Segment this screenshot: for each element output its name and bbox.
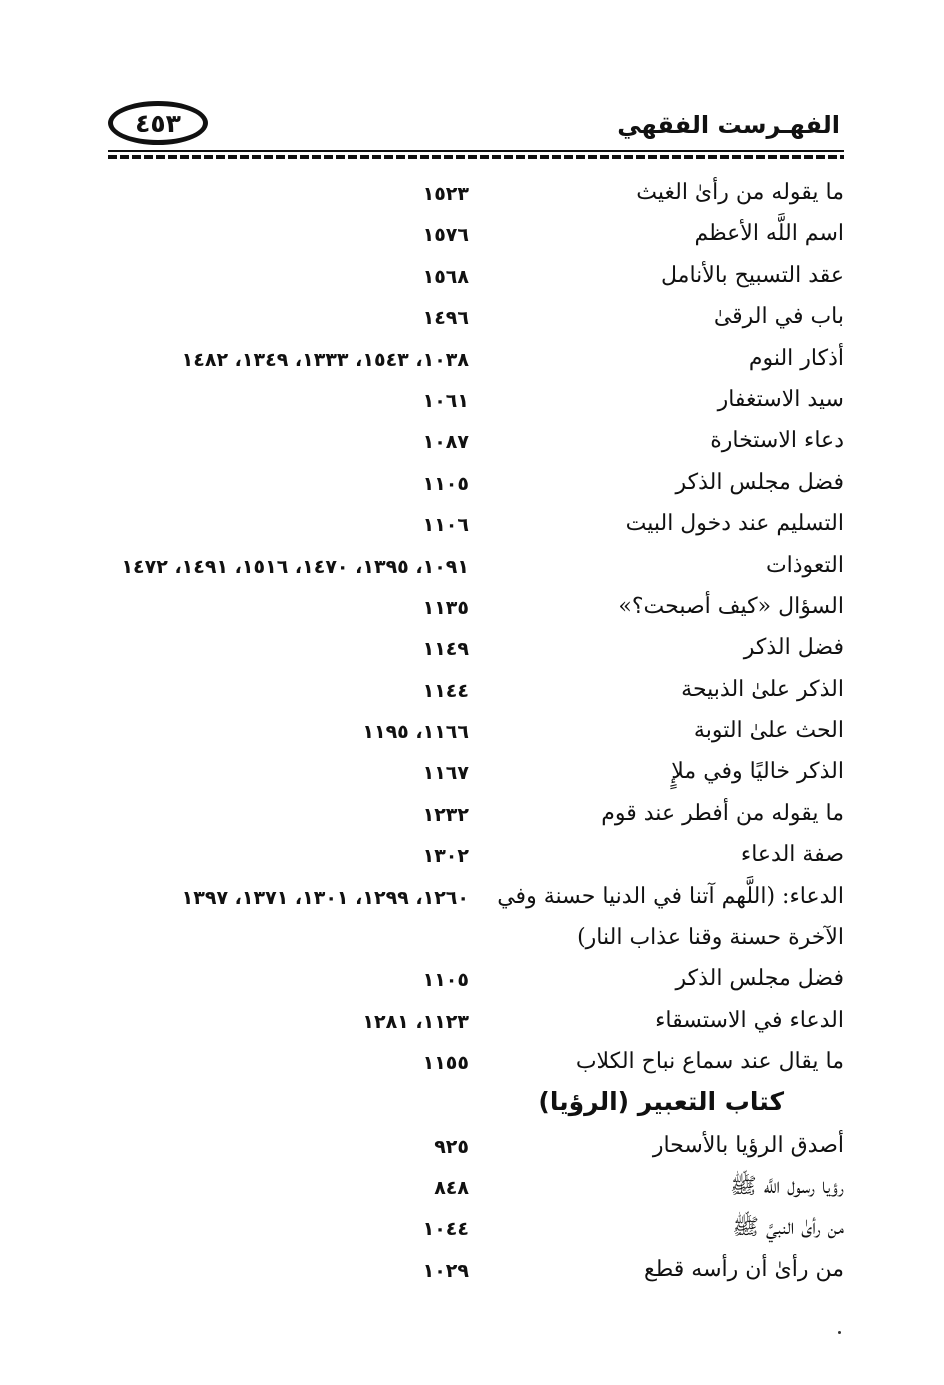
index-entry bbox=[0, 1121, 944, 1162]
entry-topic: عقد التسبيح بالأنامل bbox=[661, 262, 844, 288]
entry-topic: الدعاء في الاستسقاء bbox=[655, 1007, 844, 1033]
entry-topic: أذكار النوم bbox=[748, 345, 844, 371]
entry-topic: ما يقوله من أفطر عند قوم bbox=[601, 800, 844, 826]
entry-topic: باب في الرقىٰ bbox=[713, 304, 844, 330]
header-rule bbox=[108, 148, 844, 162]
entry-topic: ما يقوله من رأىٰ الغيث bbox=[636, 180, 844, 205]
entry-pages: ١٢٣٢ bbox=[422, 803, 469, 826]
entry-topic: اسم اللَّه الأعظم bbox=[694, 221, 844, 247]
section-heading: كتاب التعبير (الرؤيا) bbox=[538, 1086, 784, 1116]
entry-pages: ١١٠٥ bbox=[422, 969, 469, 992]
entry-pages: ١٥٦٨ bbox=[422, 265, 469, 288]
entry-topic: ما يقال عند سماع نباح الكلاب bbox=[575, 1049, 844, 1075]
index-entry bbox=[0, 334, 944, 375]
scan-speck bbox=[838, 1331, 841, 1334]
index-entry bbox=[0, 251, 944, 292]
index-entry bbox=[0, 954, 944, 995]
entry-topic: فضل الذكر bbox=[743, 635, 844, 661]
entry-pages: ١٢٦٠، ١٢٩٩، ١٣٠١، ١٣٧١، ١٣٩٧ bbox=[181, 886, 469, 909]
entry-topic: الحث علىٰ التوبة bbox=[693, 718, 844, 744]
entry-pages: ٩٢٥ bbox=[434, 1135, 469, 1158]
index-entry bbox=[0, 1162, 944, 1203]
entry-topic: رؤيا رسول اللَّه ﷺ bbox=[730, 1174, 844, 1199]
running-title: الفهـرست الفقهي bbox=[617, 111, 840, 139]
index-entry bbox=[0, 623, 944, 664]
entry-pages: ١٠٤٤ bbox=[422, 1218, 469, 1241]
index-entry bbox=[0, 375, 944, 416]
entry-topic: الذكر خاليًا وفي ملإٍ bbox=[671, 759, 844, 785]
section-heading-row bbox=[0, 1079, 944, 1121]
entry-topic: من رأىٰ النبيَّ ﷺ bbox=[732, 1215, 844, 1241]
entry-pages: ١٥٧٦ bbox=[422, 224, 469, 247]
entry-topic: صفة الدعاء bbox=[740, 842, 844, 868]
entry-topic: الدعاء: (اللَّهم آتنا في الدنيا حسنة وفي الآخرة حسنة وقنا عذاب النار) bbox=[497, 883, 844, 950]
index-entry bbox=[0, 541, 944, 582]
page-number: ٤٥٣ bbox=[108, 101, 208, 145]
entry-topic: من رأىٰ أن رأسه قطع bbox=[644, 1256, 844, 1282]
index-entry bbox=[0, 168, 944, 209]
index-entry bbox=[0, 1245, 944, 1286]
index-entry bbox=[0, 747, 944, 788]
index-entry bbox=[0, 499, 944, 540]
entry-topic: فضل مجلس الذكر bbox=[675, 966, 844, 992]
entry-pages: ١١٣٥ bbox=[422, 596, 469, 619]
entry-pages: ١١٦٧ bbox=[422, 762, 469, 785]
index-entries bbox=[0, 168, 944, 1286]
entry-pages: ١٠٦١ bbox=[422, 389, 469, 412]
index-entry bbox=[0, 830, 944, 871]
entry-pages: ١٤٩٦ bbox=[422, 307, 469, 330]
entry-pages: ١١٠٥ bbox=[422, 472, 469, 495]
entry-topic: فضل مجلس الذكر bbox=[675, 469, 844, 495]
entry-pages: ١٠٣٨، ١٥٤٣، ١٣٣٣، ١٣٤٩، ١٤٨٢ bbox=[181, 348, 469, 371]
entry-pages: ١١٦٦، ١١٩٥ bbox=[362, 721, 469, 744]
entry-pages: ١١٤٤ bbox=[422, 679, 469, 702]
entry-pages: ٨٤٨ bbox=[434, 1177, 469, 1199]
entry-topic: السؤال «كيف أصبحت؟» bbox=[618, 593, 844, 619]
entry-pages: ١١٤٩ bbox=[422, 638, 469, 661]
entry-topic: دعاء الاستخارة bbox=[710, 428, 844, 454]
index-entry bbox=[0, 1037, 944, 1078]
index-entry bbox=[0, 292, 944, 333]
index-entry bbox=[0, 416, 944, 457]
index-entry bbox=[0, 665, 944, 706]
entry-pages: ١١٥٥ bbox=[422, 1052, 469, 1075]
index-entry bbox=[0, 996, 944, 1037]
entry-topic: أصدق الرؤيا بالأسحار bbox=[652, 1132, 844, 1158]
page-header bbox=[0, 0, 944, 170]
entry-topic: التعوذات bbox=[765, 552, 844, 578]
entry-pages: ١٠٨٧ bbox=[422, 431, 469, 454]
index-entry bbox=[0, 1203, 944, 1244]
entry-pages: ١٣٠٢ bbox=[422, 845, 469, 868]
index-entry bbox=[0, 209, 944, 250]
index-entry bbox=[0, 458, 944, 499]
entry-topic: سيد الاستغفار bbox=[717, 386, 844, 412]
entry-pages: ١٠٩١، ١٣٩٥، ١٤٧٠، ١٥١٦، ١٤٩١، ١٤٧٢ bbox=[121, 555, 469, 578]
entry-topic: التسليم عند دخول البيت bbox=[625, 511, 844, 537]
index-entry bbox=[0, 706, 944, 747]
entry-pages: ١١٢٣، ١٢٨١ bbox=[362, 1010, 469, 1033]
index-entry bbox=[0, 789, 944, 830]
entry-pages: ١١٠٦ bbox=[422, 514, 469, 537]
entry-pages: ١٠٢٩ bbox=[422, 1259, 469, 1282]
index-entry bbox=[0, 872, 944, 955]
entry-pages: ١٥٢٣ bbox=[422, 183, 469, 205]
index-entry bbox=[0, 582, 944, 623]
entry-topic: الذكر علىٰ الذبيحة bbox=[681, 676, 844, 702]
